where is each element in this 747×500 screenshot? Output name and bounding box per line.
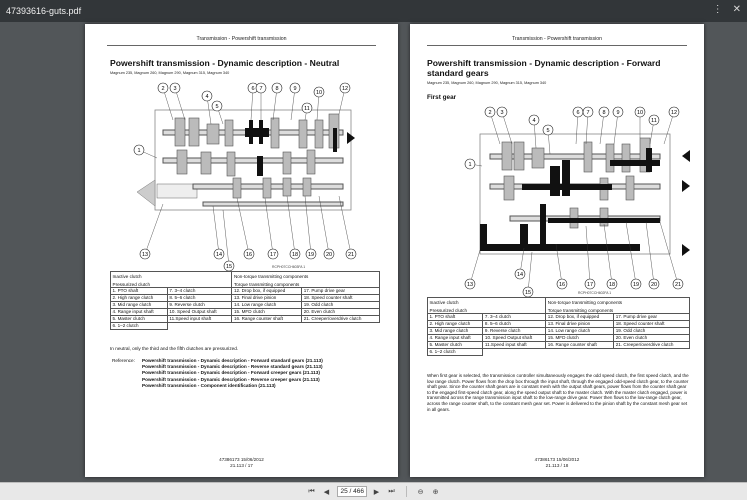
legend-cell: 16. Range counter shaft bbox=[546, 342, 614, 349]
legend-cell: 18. Speed counter shaft bbox=[614, 321, 690, 328]
header-rule bbox=[427, 45, 687, 46]
svg-text:12: 12 bbox=[341, 86, 349, 92]
legend-cell: 11.Speed input shaft bbox=[167, 316, 232, 323]
diagram-svg bbox=[450, 104, 695, 299]
svg-text:4: 4 bbox=[205, 94, 209, 100]
svg-text:21: 21 bbox=[347, 252, 355, 258]
legend-cell: 5. Master clutch bbox=[111, 316, 168, 323]
legend-cell: 4. Range input shaft bbox=[428, 335, 483, 342]
legend-cell: 3. Mid range clutch bbox=[111, 302, 168, 309]
legend-nontorque: Non-torque transmitting components bbox=[232, 272, 380, 281]
svg-text:4: 4 bbox=[532, 118, 536, 124]
zoom-out-icon[interactable]: ⊖ bbox=[417, 488, 424, 496]
legend-row bbox=[428, 328, 690, 335]
legend-row bbox=[428, 314, 690, 321]
callout-15 bbox=[223, 210, 234, 271]
callout-8 bbox=[272, 83, 282, 120]
legend-cell: 6. 1–2 clutch bbox=[111, 323, 168, 330]
callout-14 bbox=[213, 206, 224, 259]
page-title: Powershift transmission - Dynamic description - Neutral bbox=[110, 58, 340, 68]
first-gear-paragraph: When first gear is selected, the transmission controller simultaneously engages the odd speed clutch, the first speed clutch, and the low range clutch. Power flows from the drop box through the input shaft, through the engaged odd-speed clutch gear, to the counter shaft gear. Since the counter shaft gears are in constant mesh with the output shaft gears, power flows from the counter shaft gear to the engaged first-speed clutch gear, along the speed output shaft to the master clutch. With the master clutch engaged, power is transmitted across the range transmission input shaft to the low-range drive gear. Power then flows to the low-range clutch gear, across the range counter shaft, to the constant mesh gear set. Power is delivered to the pinion shaft by the constant mesh gear set in all gears. bbox=[427, 373, 689, 412]
page-header: Transmission - Powershift transmission bbox=[196, 36, 287, 42]
legend-cell: 20. Even clutch bbox=[614, 335, 690, 342]
transmission-diagram-first-gear bbox=[450, 104, 695, 299]
callout-8 bbox=[599, 107, 609, 144]
legend-cell: 5. Master clutch bbox=[428, 342, 483, 349]
svg-text:7: 7 bbox=[586, 110, 590, 116]
legend-cell: 10. Speed Output shaft bbox=[167, 309, 232, 316]
callout-17 bbox=[585, 226, 595, 289]
legend-cell-empty bbox=[546, 349, 614, 356]
legend-cell: 6. 1–2 clutch bbox=[428, 349, 483, 356]
toolbar-icons bbox=[713, 4, 741, 15]
reference-link[interactable]: Powershift transmission - Dynamic description - Forward standard gears (21.113) bbox=[142, 358, 323, 363]
callout-11 bbox=[649, 115, 659, 144]
legend-cell-empty bbox=[167, 323, 232, 330]
svg-text:6: 6 bbox=[251, 86, 255, 92]
legend-row bbox=[111, 309, 380, 316]
svg-text:12: 12 bbox=[670, 110, 678, 116]
reference-label: Reference: bbox=[112, 358, 135, 363]
page-navigation-bar bbox=[0, 482, 747, 500]
last-page-icon[interactable]: ⏭ bbox=[388, 487, 395, 495]
legend-cell: 17. Pump drive gear bbox=[302, 288, 380, 295]
reference-list bbox=[112, 358, 387, 389]
legend-cell: 13. Final drive pinion bbox=[546, 321, 614, 328]
legend-cell: 9. Reverse clutch bbox=[167, 302, 232, 309]
legend-cell: 8. 5–6 clutch bbox=[483, 321, 546, 328]
svg-text:13: 13 bbox=[141, 252, 149, 258]
svg-text:10: 10 bbox=[636, 110, 644, 116]
diagram-code: RCPH07CCH603FA 1 bbox=[272, 265, 306, 269]
footer-doc: 47386173 15/06/2012 bbox=[534, 457, 580, 462]
svg-text:15: 15 bbox=[225, 264, 233, 270]
svg-text:3: 3 bbox=[500, 110, 504, 116]
callout-1 bbox=[134, 145, 157, 158]
svg-text:14: 14 bbox=[215, 252, 223, 258]
svg-text:9: 9 bbox=[293, 86, 297, 92]
legend-cell-empty bbox=[483, 349, 546, 356]
model-list: Magnum 235, Magnum 260, Magnum 290, Magnum 315, Magnum 340 bbox=[110, 71, 230, 75]
svg-text:15: 15 bbox=[524, 290, 532, 296]
document-filename: 47393616-guts.pdf bbox=[6, 6, 82, 16]
legend-torque: Torque transmitting components bbox=[546, 307, 690, 314]
svg-text:16: 16 bbox=[558, 282, 566, 288]
legend-cell: 10. Speed Output shaft bbox=[483, 335, 546, 342]
legend-cell: 3. Mid range clutch bbox=[428, 328, 483, 335]
callout-11 bbox=[302, 103, 312, 120]
diagram-code: RCPH07CCH602FA 1 bbox=[578, 291, 612, 295]
legend-cell: 15. MFD clutch bbox=[232, 309, 302, 316]
svg-text:5: 5 bbox=[546, 128, 550, 134]
legend-table bbox=[110, 271, 380, 330]
reference-link[interactable]: Powershift transmission - Dynamic description - Forward creeper gears (21.113) bbox=[142, 370, 320, 376]
legend-cell: 15. MFD clutch bbox=[546, 335, 614, 342]
svg-text:19: 19 bbox=[632, 282, 640, 288]
legend-cell: 12. Drop box, if equipped bbox=[232, 288, 302, 295]
previous-page-icon[interactable]: ◀ bbox=[323, 488, 330, 496]
callout-18 bbox=[604, 224, 617, 289]
callout-5 bbox=[212, 101, 223, 124]
zoom-in-icon[interactable]: ⊕ bbox=[432, 488, 439, 496]
footer-page: 21.113 / 18 bbox=[545, 463, 569, 468]
callout-4 bbox=[202, 91, 212, 124]
legend-cell: 17. Pump drive gear bbox=[614, 314, 690, 321]
legend-cell-empty bbox=[302, 323, 380, 330]
next-page-icon[interactable]: ▶ bbox=[373, 488, 380, 496]
legend-cell: 21. Creeper/overdrive clutch bbox=[614, 342, 690, 349]
svg-text:21: 21 bbox=[674, 282, 682, 288]
legend-row bbox=[428, 335, 690, 342]
reference-link[interactable]: Powershift transmission - Dynamic description - Reverse standard gears (21.113) bbox=[142, 364, 323, 370]
callout-9 bbox=[290, 83, 300, 120]
callout-19 bbox=[626, 222, 641, 289]
toolbar-divider bbox=[406, 486, 407, 497]
legend-cell: 9. Reverse clutch bbox=[483, 328, 546, 335]
svg-text:18: 18 bbox=[608, 282, 616, 288]
legend-cell: 2. High range clutch bbox=[111, 295, 168, 302]
first-page-icon[interactable]: ⏮ bbox=[308, 487, 315, 495]
diagram-svg bbox=[133, 80, 360, 273]
callout-7 bbox=[256, 83, 266, 120]
legend-cell: 1. PTO shaft bbox=[111, 288, 168, 295]
svg-text:5: 5 bbox=[215, 104, 219, 110]
callout-3 bbox=[170, 83, 185, 120]
legend-cell-empty bbox=[232, 323, 302, 330]
svg-text:13: 13 bbox=[466, 282, 474, 288]
legend-row bbox=[111, 295, 380, 302]
callout-17 bbox=[265, 198, 278, 259]
svg-text:8: 8 bbox=[602, 110, 606, 116]
legend-cell: 20. Even clutch bbox=[302, 309, 380, 316]
svg-text:18: 18 bbox=[291, 252, 299, 258]
legend-cell: 7. 3–4 clutch bbox=[483, 314, 546, 321]
callout-5 bbox=[543, 125, 553, 154]
legend-cell: 8. 5–6 clutch bbox=[167, 295, 232, 302]
svg-text:20: 20 bbox=[325, 252, 333, 258]
svg-text:2: 2 bbox=[161, 86, 165, 92]
callout-14 bbox=[515, 248, 525, 279]
callout-4 bbox=[529, 115, 539, 148]
svg-text:19: 19 bbox=[307, 252, 315, 258]
callout-6 bbox=[573, 107, 583, 144]
callout-16 bbox=[237, 198, 254, 259]
page-number-input[interactable]: 25 / 466 bbox=[337, 486, 367, 497]
svg-text:17: 17 bbox=[269, 252, 277, 258]
transmission-diagram-neutral bbox=[133, 80, 360, 273]
reference-link[interactable]: Powershift transmission - Dynamic description - Reverse creeper gears (21.113) bbox=[142, 376, 320, 382]
legend-row bbox=[111, 323, 380, 330]
callout-9 bbox=[613, 107, 623, 144]
page-header: Transmission - Powershift transmission bbox=[511, 36, 603, 42]
callout-20 bbox=[646, 222, 659, 289]
legend-row bbox=[111, 316, 380, 323]
legend-inactive: Inactive clutch bbox=[111, 272, 232, 281]
neutral-paragraph: In neutral, only the third and the fifth clutches are pressurized. bbox=[110, 346, 239, 351]
callout-10 bbox=[314, 87, 324, 120]
svg-text:20: 20 bbox=[650, 282, 658, 288]
legend-row bbox=[111, 302, 380, 309]
callout-12 bbox=[664, 107, 679, 144]
legend-cell: 21. Creeper/overdrive clutch bbox=[302, 316, 380, 323]
svg-text:6: 6 bbox=[576, 110, 580, 116]
legend-cell: 18. Speed counter shaft bbox=[302, 295, 380, 302]
callout-7 bbox=[583, 107, 593, 144]
svg-text:11: 11 bbox=[304, 106, 310, 112]
pdf-page-18 bbox=[410, 24, 704, 477]
viewer-toolbar bbox=[0, 0, 747, 22]
legend-cell: 7. 3–4 clutch bbox=[167, 288, 232, 295]
legend-cell: 19. Odd clutch bbox=[302, 302, 380, 309]
svg-text:8: 8 bbox=[275, 86, 279, 92]
legend-row bbox=[428, 321, 690, 328]
legend-cell: 13. Final drive pinion bbox=[232, 295, 302, 302]
legend-cell-empty bbox=[614, 349, 690, 356]
legend-torque: Torque transmitting components bbox=[232, 281, 380, 288]
legend-cell: 2. High range clutch bbox=[428, 321, 483, 328]
svg-text:14: 14 bbox=[516, 272, 524, 278]
svg-text:2: 2 bbox=[488, 110, 492, 116]
callout-1 bbox=[465, 159, 482, 169]
legend-table bbox=[427, 297, 690, 356]
legend-cell: 16. Range counter shaft bbox=[232, 316, 302, 323]
svg-text:3: 3 bbox=[173, 86, 177, 92]
svg-text:11: 11 bbox=[651, 118, 657, 124]
legend-nontorque: Non-torque transmitting components bbox=[546, 298, 690, 307]
svg-text:1: 1 bbox=[468, 162, 472, 168]
legend-row bbox=[428, 349, 690, 356]
legend-inactive: Inactive clutch bbox=[428, 298, 546, 307]
legend-row bbox=[111, 288, 380, 295]
callout-13 bbox=[140, 204, 163, 259]
section-heading: First gear bbox=[427, 94, 457, 101]
page-title: Powershift transmission - Dynamic description - Forward standard gears bbox=[427, 58, 661, 78]
callout-10 bbox=[635, 107, 645, 138]
svg-text:1: 1 bbox=[137, 148, 141, 154]
legend-cell: 11.Speed input shaft bbox=[483, 342, 546, 349]
model-list: Magnum 235, Magnum 260, Magnum 290, Magnum 315, Magnum 340 bbox=[427, 81, 547, 85]
callout-12 bbox=[339, 83, 350, 114]
svg-text:7: 7 bbox=[259, 86, 263, 92]
legend-cell: 14. Low range clutch bbox=[232, 302, 302, 309]
reference-link[interactable]: Powershift transmission - Component identification (21.113) bbox=[142, 382, 276, 388]
callout-21 bbox=[660, 222, 683, 289]
legend-pressurized: Pressurized clutch bbox=[111, 281, 232, 288]
footer-doc: 47386173 15/06/2012 bbox=[219, 457, 264, 462]
callout-3 bbox=[497, 107, 512, 144]
svg-text:10: 10 bbox=[315, 90, 323, 96]
legend-row bbox=[428, 342, 690, 349]
legend-cell: 19. Odd clutch bbox=[614, 328, 690, 335]
legend-cell: 1. PTO shaft bbox=[428, 314, 483, 321]
legend-pressurized: Pressurized clutch bbox=[428, 307, 546, 314]
header-rule bbox=[107, 45, 376, 46]
legend-cell: 12. Drop box, if equipped bbox=[546, 314, 614, 321]
callout-13 bbox=[465, 250, 480, 289]
legend-cell: 14. Low range clutch bbox=[546, 328, 614, 335]
pdf-page-17 bbox=[85, 24, 398, 477]
svg-text:9: 9 bbox=[616, 110, 620, 116]
svg-text:16: 16 bbox=[245, 252, 253, 258]
legend-cell: 4. Range input shaft bbox=[111, 309, 168, 316]
close-icon[interactable]: ✕ bbox=[732, 4, 741, 15]
footer-page: 21.113 / 17 bbox=[230, 463, 253, 468]
menu-icon[interactable]: ⋮ bbox=[712, 4, 723, 15]
svg-text:17: 17 bbox=[586, 282, 594, 288]
